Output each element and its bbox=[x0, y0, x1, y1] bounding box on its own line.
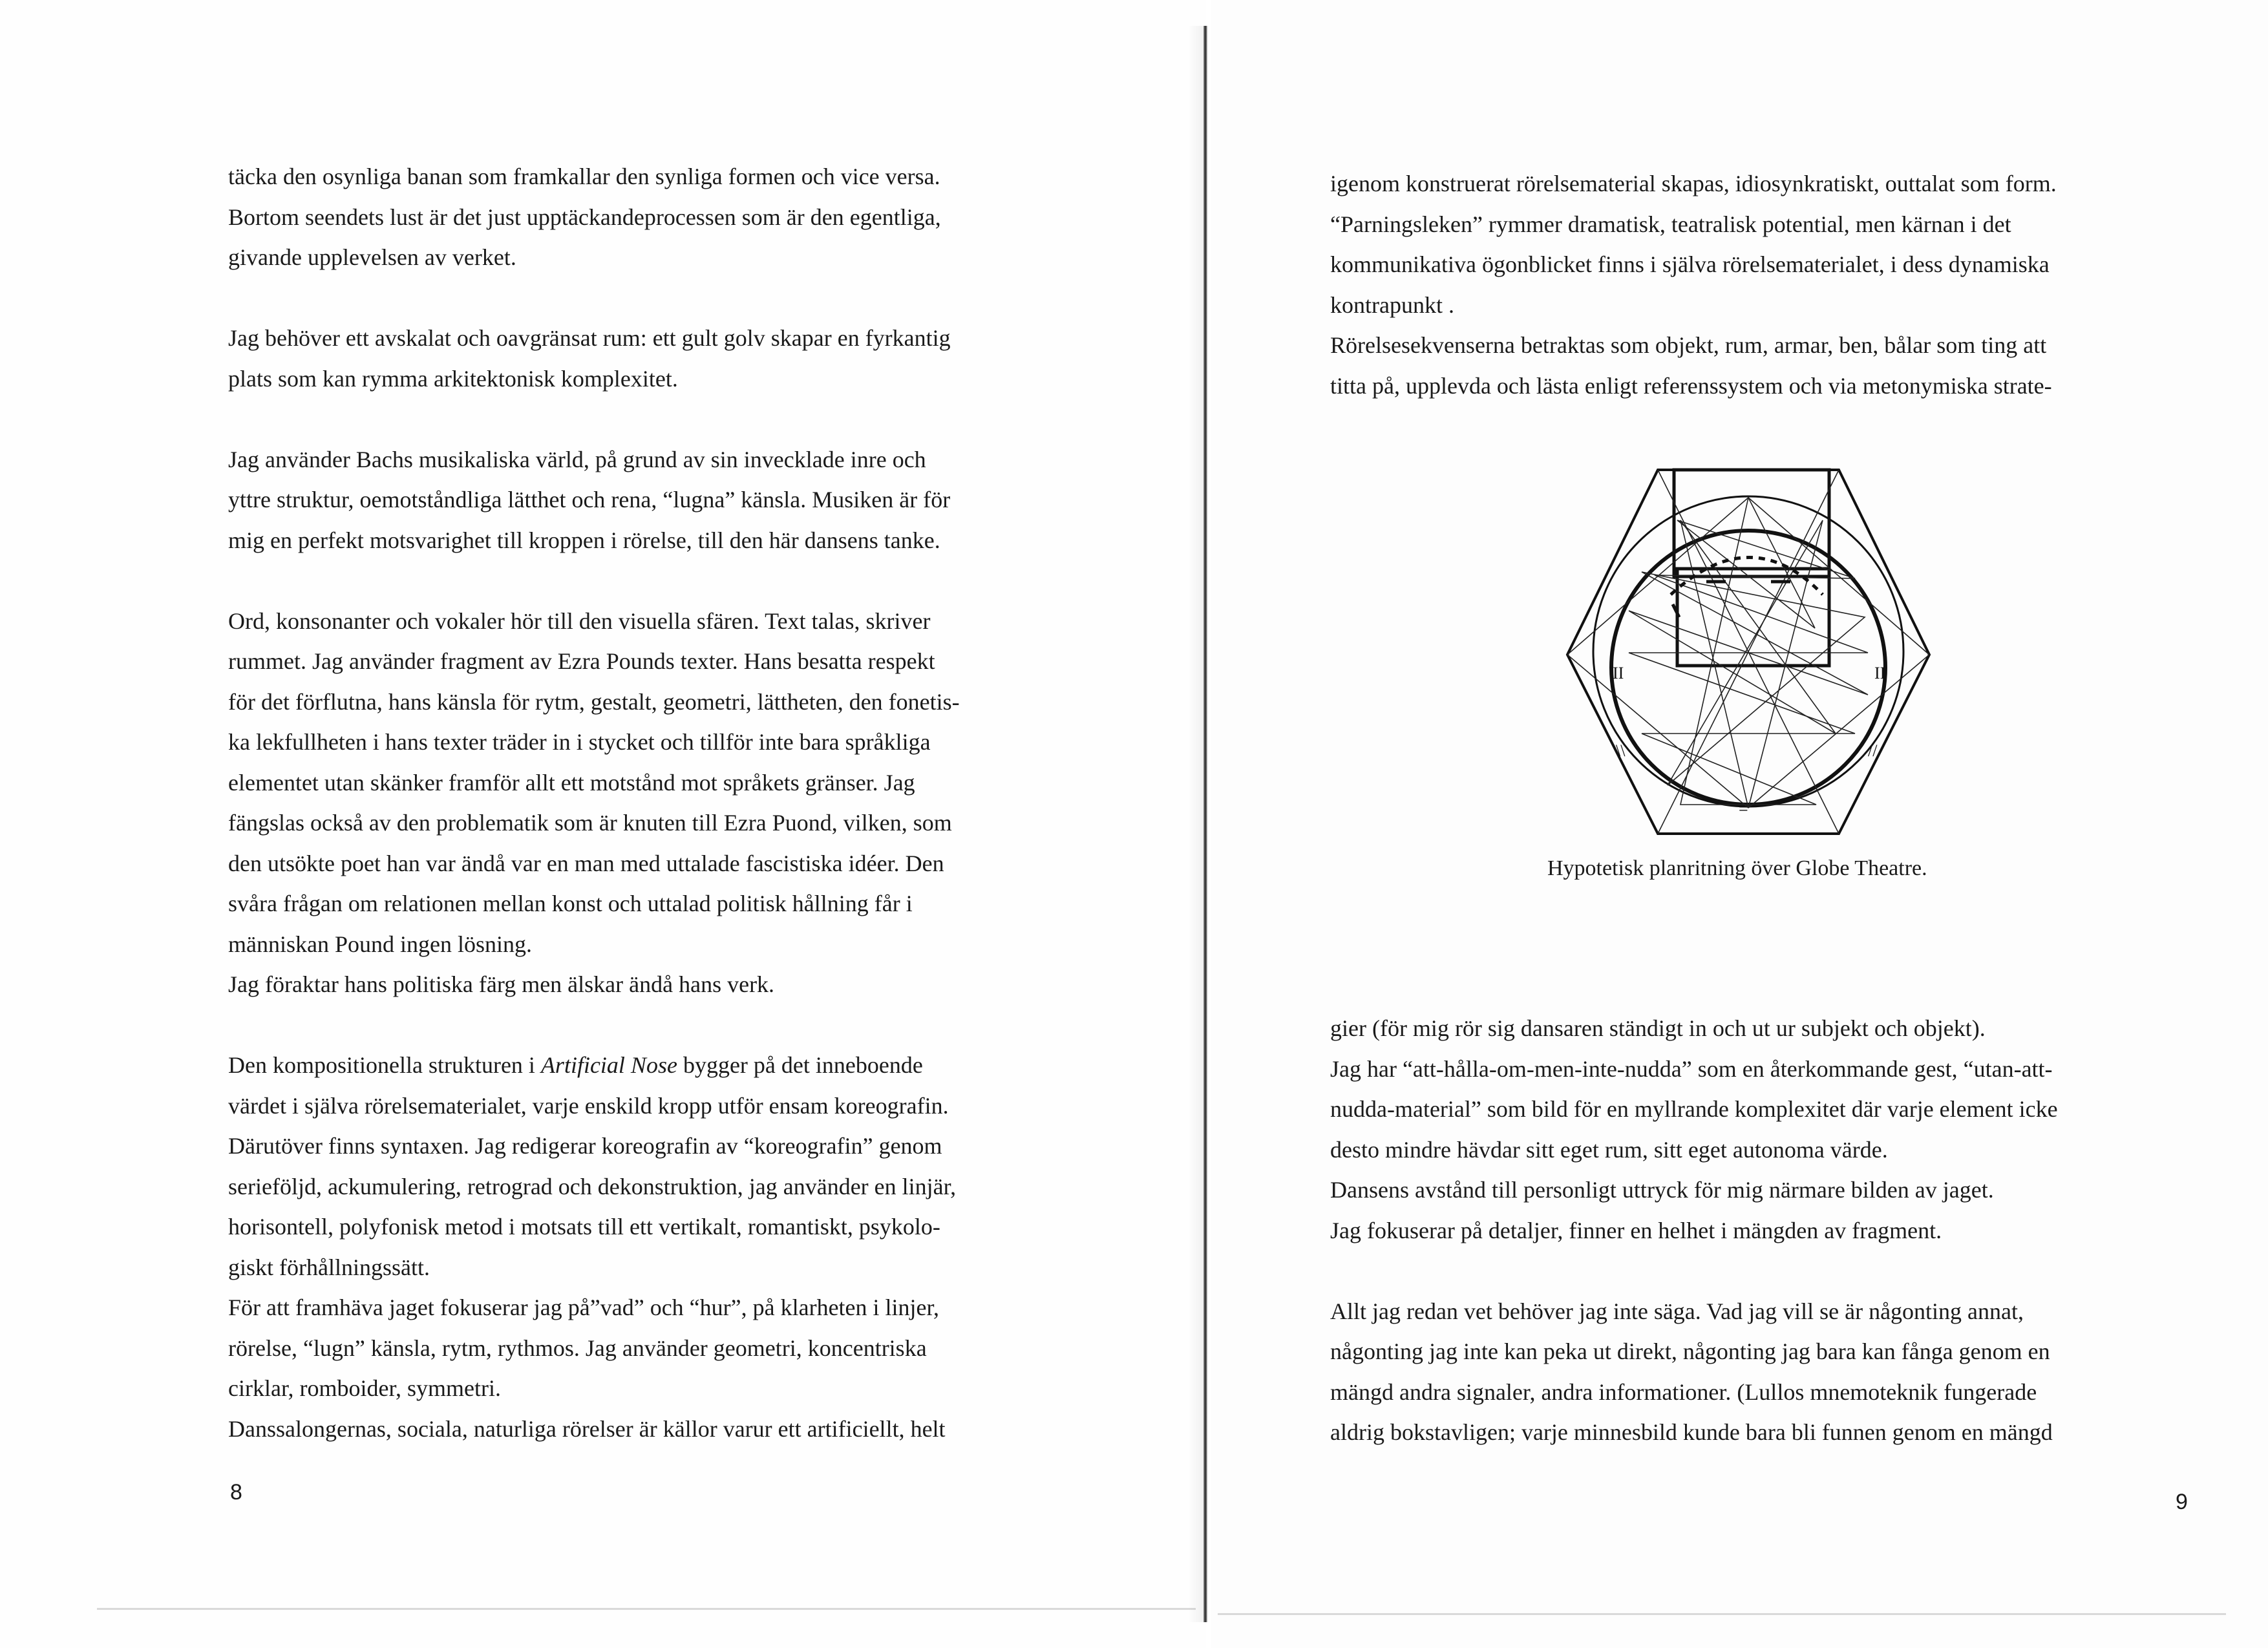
text-line: Jag föraktar hans politiska färg men älskar ändå hans verk. bbox=[228, 971, 775, 997]
text-line: givande upplevelsen av verket. bbox=[228, 244, 516, 270]
text-line: titta på, upplevda och lästa enligt referenssystem och via metonymiska strate- bbox=[1330, 372, 2052, 399]
book-gutter bbox=[1203, 26, 1207, 1622]
text-line: kommunikativa ögonblicket finns i själva rörelsematerialet, i dess dynamiska bbox=[1330, 251, 2050, 277]
text-line: täcka den osynliga banan som framkallar den synliga formen och vice versa. bbox=[228, 164, 940, 189]
work-title-italic: Artificial Nose bbox=[540, 1052, 677, 1078]
text-line: elementet utan skänker framför allt ett motstånd mot språkets gränser. Jag bbox=[228, 769, 915, 796]
text-line: svåra frågan om relationen mellan konst och uttalad politisk hållning får i bbox=[228, 891, 913, 916]
text-line: ka lekfullheten i hans texter träder in i stycket och tillför inte bara språkliga bbox=[228, 729, 931, 755]
text-line: kontrapunkt . bbox=[1330, 291, 1454, 318]
text-line: den utsökte poet han var ändå var en man med uttalade fascistiska idéer. Den bbox=[228, 850, 944, 876]
text-line: Bortom seendets lust är det just upptäckandeprocessen som är den egentliga, bbox=[228, 204, 941, 230]
text-line: serieföljd, ackumulering, retrograd och dekonstruktion, jag använder en linjär, bbox=[228, 1173, 957, 1199]
text-line: horisontell, polyfonisk metod i motsats till ett vertikalt, romantiskt, psykolo- bbox=[228, 1214, 940, 1240]
page-number-left: 8 bbox=[230, 1480, 242, 1505]
text-line: nudda-material” som bild för en myllrande komplexitet där varje element icke bbox=[1330, 1096, 2058, 1122]
inner-circle bbox=[1611, 531, 1885, 805]
paragraph-gap bbox=[228, 399, 960, 439]
diagonal-line bbox=[1567, 655, 1748, 808]
mark-left-low: \\ bbox=[1616, 741, 1626, 760]
text-line: Jag fokuserar på detaljer, finner en helhet i mängden av fragment. bbox=[1330, 1217, 1942, 1243]
text-line: giskt förhållningssätt. bbox=[228, 1254, 430, 1280]
text-line: yttre struktur, oemotståndliga lätthet och rena, “lugna” känsla. Musiken är för bbox=[228, 487, 951, 512]
text-line: värdet i själva rörelsematerialet, varje enskild kropp utför ensam koreografin. bbox=[228, 1092, 949, 1119]
gutter-shadow bbox=[1188, 26, 1205, 1622]
text-line: igenom konstruerat rörelsematerial skapas, idiosynkratiskt, outtalat som form. bbox=[1330, 171, 2057, 196]
mark-right-low: // bbox=[1868, 741, 1878, 760]
text-line: Jag har “att-hålla-om-men-inte-nudda” som en återkommande gest, “utan-att- bbox=[1330, 1055, 2053, 1082]
paragraph-gap bbox=[228, 1005, 960, 1046]
stage-frame bbox=[1674, 470, 1829, 576]
text-line: Dansens avstånd till personligt uttryck för mig närmare bilden av jaget. bbox=[1330, 1177, 1994, 1203]
mark-right-mid: II bbox=[1874, 664, 1886, 682]
text-fragment: Den kompositionella strukturen i bbox=[228, 1052, 541, 1078]
text-line: mig en perfekt motsvarighet till kroppen i rörelse, till den här dansens tanke. bbox=[228, 527, 940, 553]
mark-bottom: = bbox=[1739, 799, 1748, 818]
text-line: cirklar, romboider, symmetri. bbox=[228, 1375, 501, 1401]
text-line: Jag behöver ett avskalat och oavgränsat rum: ett gult golv skapar en fyrkantig bbox=[228, 325, 951, 351]
text-line: någonting jag inte kan peka ut direkt, någonting jag bara kan fånga genom en bbox=[1330, 1338, 2050, 1364]
text-line: för det förflutna, hans känsla för rytm, gestalt, geometri, lättheten, den fonetis- bbox=[228, 688, 960, 715]
text-line: Allt jag redan vet behöver jag inte säga. Vad jag vill se är någonting annat, bbox=[1330, 1298, 2024, 1324]
text-line: Därutöver finns syntaxen. Jag redigerar koreografin av “koreografin” genom bbox=[228, 1133, 942, 1159]
page-number-right: 9 bbox=[2176, 1490, 2188, 1514]
page-edge bbox=[97, 1608, 1196, 1610]
text-line: människan Pound ingen lösning. bbox=[228, 931, 532, 957]
right-page-body-text-top bbox=[1330, 164, 2057, 406]
text-line: aldrig bokstavligen; varje minnesbild kunde bara bli funnen genom en mängd bbox=[1330, 1419, 2053, 1445]
paragraph-gap bbox=[1330, 1251, 2058, 1291]
left-page-body-text bbox=[228, 156, 960, 1449]
text-line: fängslas också av den problematik som är knuten till Ezra Puond, vilken, som bbox=[228, 810, 952, 836]
diagonal-line bbox=[1748, 655, 1929, 808]
text-line-with-title bbox=[228, 1045, 960, 1086]
text-line: Ord, konsonanter och vokaler hör till den visuella sfären. Text talas, skriver bbox=[228, 607, 931, 634]
text-line: mängd andra signaler, andra informationer. (Lullos mnemoteknik fungerade bbox=[1330, 1379, 2037, 1405]
text-line: desto mindre hävdar sitt eget rum, sitt eget autonoma värde. bbox=[1330, 1136, 1888, 1163]
figure-caption: Hypotetisk planritning över Globe Theatre. bbox=[1547, 856, 1927, 880]
text-line: plats som kan rymma arkitektonisk komplexitet. bbox=[228, 365, 678, 392]
text-line: För att framhäva jaget fokuserar jag på”vad” och “hur”, på klarheten i linjer, bbox=[228, 1294, 940, 1320]
text-fragment: bygger på det inneboende bbox=[677, 1052, 923, 1078]
text-line: “Parningsleken” rymmer dramatisk, teatralisk potential, men kärnan i det bbox=[1330, 211, 2011, 237]
page-edge bbox=[1218, 1613, 2226, 1615]
mark-left-mid: II bbox=[1613, 664, 1624, 682]
text-line: rörelse, “lugn” känsla, rytm, rythmos. Jag använder geometri, koncentriska bbox=[228, 1335, 927, 1361]
text-line: Danssalongernas, sociala, naturliga rörelser är källor varur ett artificiellt, helt bbox=[228, 1415, 946, 1442]
text-line: gier (för mig rör sig dansaren ständigt in och ut ur subjekt och objekt). bbox=[1330, 1015, 1986, 1041]
paragraph-gap bbox=[228, 278, 960, 319]
paragraph-gap bbox=[228, 560, 960, 601]
right-page-body-text-bottom bbox=[1330, 1008, 2058, 1453]
text-line: rummet. Jag använder fragment av Ezra Pounds texter. Hans besatta respekt bbox=[228, 648, 935, 674]
text-line: Jag använder Bachs musikaliska värld, på grund av sin invecklade inre och bbox=[228, 446, 926, 472]
text-line: Rörelsesekvenserna betraktas som objekt, rum, armar, ben, bålar som ting att bbox=[1330, 332, 2047, 358]
globe-theatre-plan-diagram bbox=[1564, 462, 1939, 850]
